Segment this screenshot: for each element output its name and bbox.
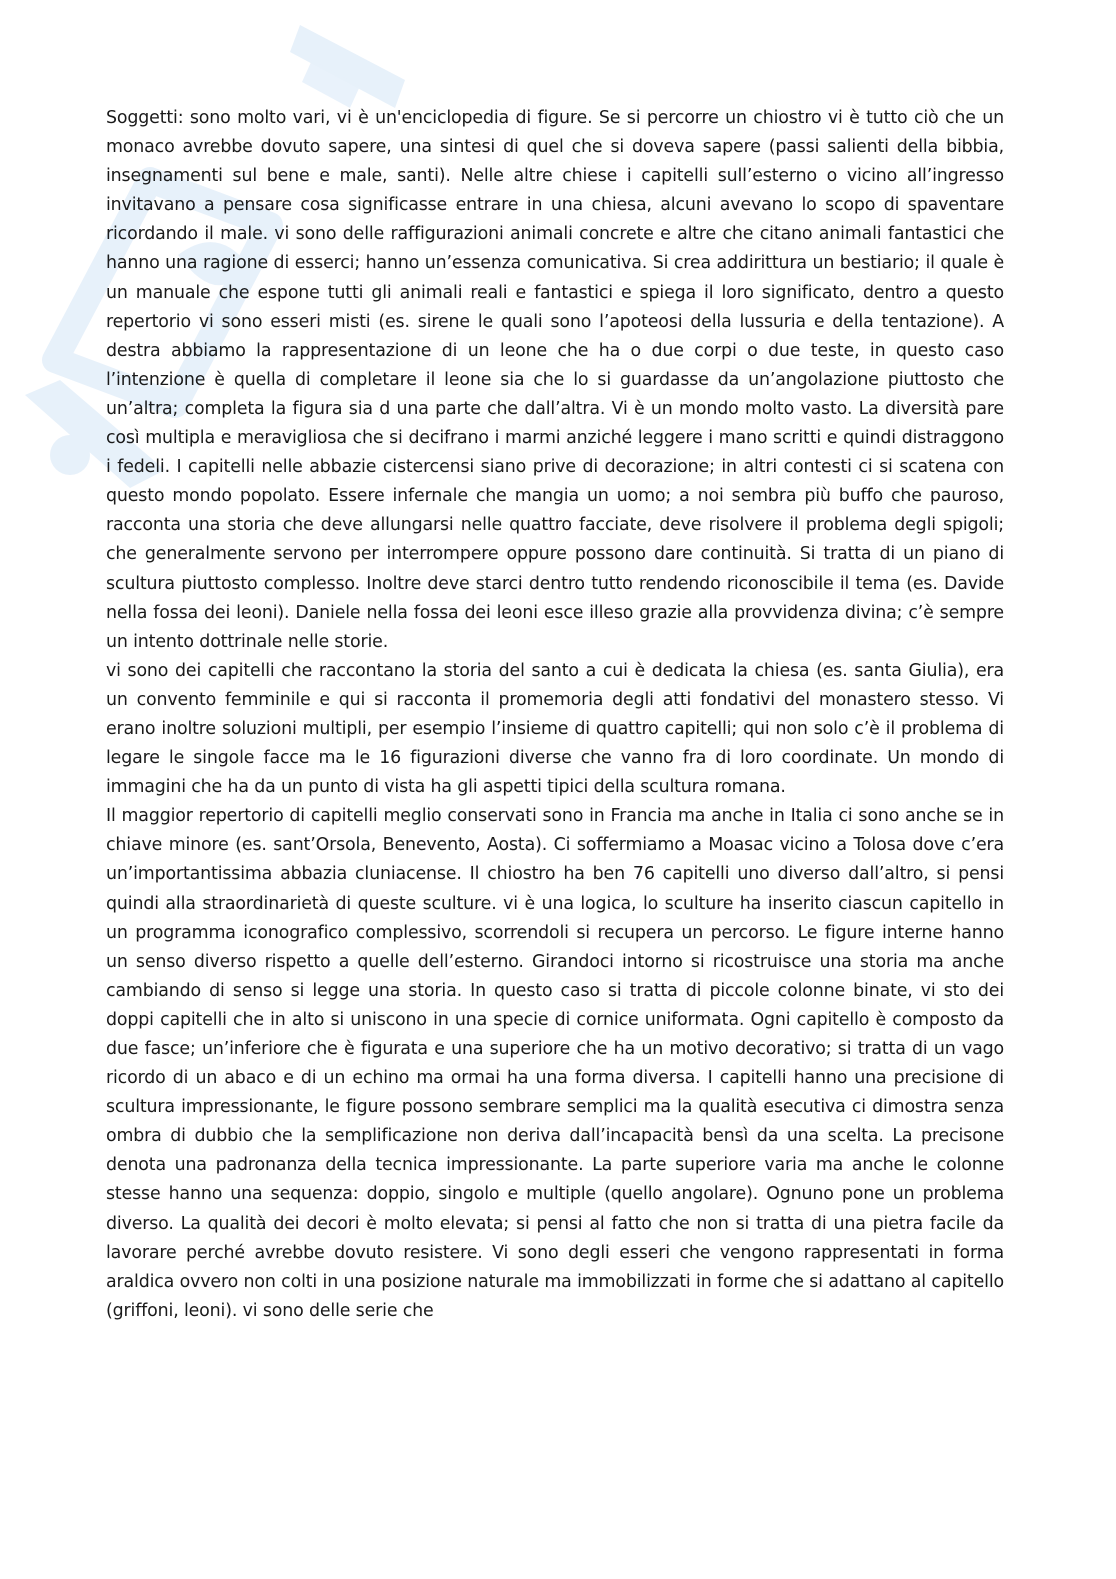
paragraph: Il maggior repertorio di capitelli meglio conservati sono in Francia ma anche in Italia ci sono anche se in chiave minore (es. sant’Orsola, Benevento, Aosta). Ci soffermiamo a Moasac vicino a Tolosa dove c’era un’importantissima abbazia cluniacense. Il chiostro ha ben 76 capitelli uno diverso dall’altro, si pensi quindi alla straordinarietà di queste sculture. vi è una logica, lo sculture ha inserito ciascun capitello in un programma iconografico complessivo, scorrendoli si recupera un percorso. Le figure interne hanno un senso diverso rispetto a quelle dell’esterno. Girandoci intorno si ricostruisce una storia ma anche cambiando di senso si legge una storia. In questo caso si tratta di piccole colonne binate, vi sto dei doppi capitelli che in alto si uniscono in una specie di cornice uniformata. Ogni capitello è composto da due fasce; un’inferiore che è figurata e una superiore che ha un motivo decorativo; si tratta di un vago ricordo di un abaco e di un echino ma ormai ha una forma diversa. I capitelli hanno una precisione di scultura impressionante, le figure possono sembrare semplici ma la qualità esecutiva ci dimostra senza ombra di dubbio che la semplificazione non deriva dall’incapacità bensì da una scelta. La precisone denota una padronanza della tecnica impressionante. La parte superiore varia ma anche le colonne stesse hanno una sequenza: doppio, singolo e multiple (quello angolare). Ognuno pone un problema diverso. La qualità dei decori è molto elevata; si pensi al fatto che non si tratta di una pietra facile da lavorare perché avrebbe dovuto resistere. Vi sono degli esseri che vengono rappresentati in forma araldica ovvero non colti in una posizione naturale ma immobilizzati in forme che si adattano al capitello (griffoni, leoni). vi sono delle serie che (106, 806, 1004, 1321)
paragraph: vi sono dei capitelli che raccontano la storia del santo a cui è dedicata la chiesa (es. santa Giulia), era un convento femminile e qui si racconta il promemoria degli atti fondativi del monastero stesso. Vi erano inoltre soluzioni multipli, per esempio l’insieme di quattro capitelli; qui non solo c’è il problema di legare le singole facce ma le 16 figurazioni diverse che vanno fra di loro coordinate. Un mondo di immagini che ha da un punto di vista ha gli aspetti tipici della scultura romana. (106, 660, 1004, 798)
paragraph: Soggetti: sono molto vari, vi è un'enciclopedia di figure. Se si percorre un chiostro vi è tutto ciò che un monaco avrebbe dovuto sapere, una sintesi di quel che si doveva sapere (passi salienti della bibbia, insegnamenti sul bene e male, santi). Nelle altre chiese i capitelli sull’esterno o vicino all’ingresso invitavano a pensare cosa significasse entrare in una chiesa, alcuni avevano lo scopo di spaventare ricordando il male. vi sono delle raffigurazioni animali concrete e altre che citano animali fantastici che hanno una ragione di esserci; hanno un’essenza comunicativa. Si crea addirittura un bestiario; il quale è un manuale che espone tutti gli animali reali e fantastici e spiega il loro significato, dentro a questo repertorio vi sono esseri misti (es. sirene le quali sono l’apoteosi della lussuria e della tentazione). A destra abbiamo la rappresentazione di un leone che ha o due corpi o due teste, in questo caso l’intenzione è quella di completare il leone sia che lo si guardasse da un’angolazione piuttosto che un’altra; completa la figura sia d una parte che dall’altra. Vi è un mondo molto vasto. La diversità pare così multipla e meravigliosa che si decifrano i marmi anziché leggere i mano scritti e quindi distraggono i fedeli. I capitelli nelle abbazie cistercensi siano prive di decorazione; in altri contesti ci si scatena con questo mondo popolato. Essere infernale che mangia un uomo; a noi sembra più buffo che pauroso, racconta una storia che deve allungarsi nelle quattro facciate, deve risolvere il problema degli spigoli; che generalmente servono per interrompere oppure possono dare continuità. Si tratta di un piano di scultura piuttosto complesso. Inoltre deve starci dentro tutto rendendo riconoscibile il tema (es. Davide nella fossa dei leoni). Daniele nella fossa dei leoni esce illeso grazie alla provvidenza divina; c’è sempre un intento dottrinale nelle storie. (106, 108, 1004, 652)
document-body (106, 104, 1004, 1326)
